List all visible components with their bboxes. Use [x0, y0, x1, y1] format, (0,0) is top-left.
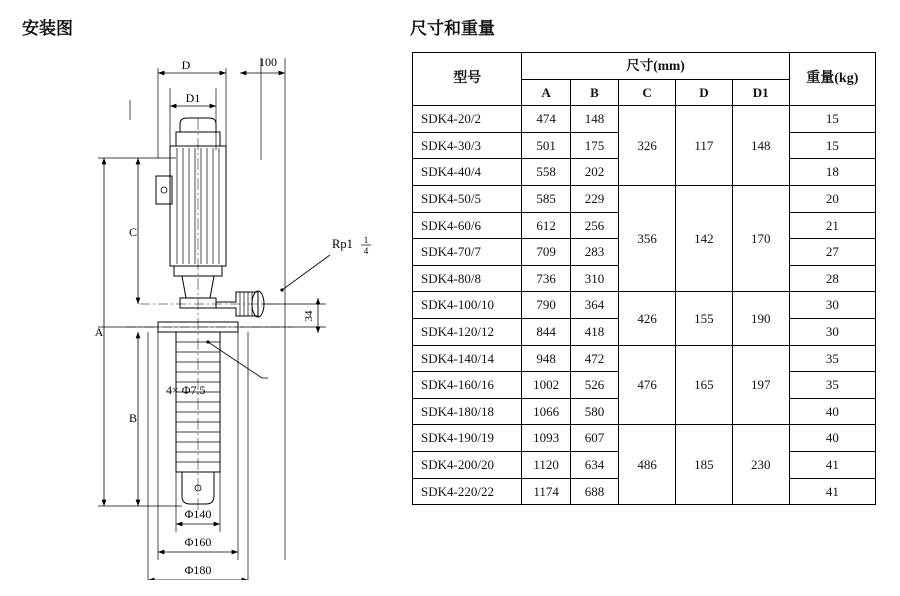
cell-model: SDK4-20/2 [413, 106, 522, 133]
installation-drawing-title: 安装图 [22, 19, 73, 38]
cell-a: 1174 [522, 478, 570, 505]
cell-d1: 230 [732, 425, 789, 505]
header-a: A [522, 79, 570, 106]
cell-b: 688 [570, 478, 618, 505]
cell-b: 148 [570, 106, 618, 133]
cell-model: SDK4-100/10 [413, 292, 522, 319]
cell-d: 117 [676, 106, 733, 186]
table-row [413, 185, 876, 212]
cell-d1: 197 [732, 345, 789, 425]
cell-b: 256 [570, 212, 618, 239]
cell-weight: 27 [789, 239, 875, 266]
table-header-row-1 [413, 53, 876, 80]
cell-b: 175 [570, 132, 618, 159]
dimensions-weight-table [412, 52, 876, 505]
dimensions-table-wrapper [412, 52, 876, 505]
cell-c: 356 [619, 185, 676, 291]
header-c: C [619, 79, 676, 106]
label-phi180: Φ180 [184, 563, 212, 577]
label-thread-frac-numerator: 1 [363, 235, 369, 245]
cell-c: 476 [619, 345, 676, 425]
cell-d: 165 [676, 345, 733, 425]
cell-d1: 148 [732, 106, 789, 186]
cell-model: SDK4-60/6 [413, 212, 522, 239]
cell-a: 585 [522, 185, 570, 212]
cell-model: SDK4-30/3 [413, 132, 522, 159]
cell-weight: 41 [789, 451, 875, 478]
table-body [413, 106, 876, 505]
cell-a: 736 [522, 265, 570, 292]
cell-model: SDK4-70/7 [413, 239, 522, 266]
header-d1: D1 [732, 79, 789, 106]
cell-a: 1002 [522, 372, 570, 399]
header-dims-group: 尺寸(mm) [522, 53, 789, 80]
cell-a: 501 [522, 132, 570, 159]
cell-b: 418 [570, 318, 618, 345]
cell-a: 558 [522, 159, 570, 186]
label-phi160: Φ160 [184, 535, 212, 549]
label-phi140: Φ140 [184, 507, 212, 521]
cell-weight: 18 [789, 159, 875, 186]
cell-a: 1066 [522, 398, 570, 425]
cell-d: 142 [676, 185, 733, 291]
cell-b: 364 [570, 292, 618, 319]
cell-c: 486 [619, 425, 676, 505]
cell-weight: 15 [789, 106, 875, 133]
cell-weight: 30 [789, 292, 875, 319]
cell-b: 202 [570, 159, 618, 186]
cell-weight: 35 [789, 345, 875, 372]
header-b: B [570, 79, 618, 106]
cell-weight: 20 [789, 185, 875, 212]
cell-b: 634 [570, 451, 618, 478]
cell-b: 580 [570, 398, 618, 425]
cell-model: SDK4-140/14 [413, 345, 522, 372]
label-thread: Rp1 [332, 237, 353, 251]
cell-model: SDK4-190/19 [413, 425, 522, 452]
cell-b: 607 [570, 425, 618, 452]
cell-b: 526 [570, 372, 618, 399]
cell-model: SDK4-120/12 [413, 318, 522, 345]
label-holes: 4× Φ7.5 [166, 383, 206, 397]
table-row [413, 345, 876, 372]
dimensions-weight-title: 尺寸和重量 [410, 19, 495, 38]
cell-model: SDK4-160/16 [413, 372, 522, 399]
label-C: C [128, 225, 138, 239]
label-A: A [94, 325, 104, 339]
header-d: D [676, 79, 733, 106]
header-model: 型号 [413, 53, 522, 106]
cell-weight: 30 [789, 318, 875, 345]
cell-a: 709 [522, 239, 570, 266]
cell-a: 948 [522, 345, 570, 372]
label-D1: D1 [185, 91, 201, 105]
header-weight: 重量(kg) [789, 53, 875, 106]
cell-d1: 170 [732, 185, 789, 291]
cell-weight: 35 [789, 372, 875, 399]
cell-c: 426 [619, 292, 676, 345]
cell-b: 310 [570, 265, 618, 292]
cell-model: SDK4-80/8 [413, 265, 522, 292]
label-thread-frac-denominator: 4 [363, 246, 369, 256]
label-D: D [181, 58, 191, 72]
cell-b: 472 [570, 345, 618, 372]
cell-model: SDK4-40/4 [413, 159, 522, 186]
cell-a: 474 [522, 106, 570, 133]
cell-model: SDK4-200/20 [413, 451, 522, 478]
table-row [413, 106, 876, 133]
cell-model: SDK4-50/5 [413, 185, 522, 212]
cell-model: SDK4-220/22 [413, 478, 522, 505]
table-row [413, 425, 876, 452]
cell-weight: 41 [789, 478, 875, 505]
cell-d: 155 [676, 292, 733, 345]
table-row [413, 292, 876, 319]
label-34: 34 [303, 310, 315, 322]
cell-weight: 15 [789, 132, 875, 159]
cell-c: 326 [619, 106, 676, 186]
cell-b: 229 [570, 185, 618, 212]
cell-weight: 40 [789, 425, 875, 452]
cell-d: 185 [676, 425, 733, 505]
label-100: 100 [259, 55, 277, 69]
cell-weight: 21 [789, 212, 875, 239]
cell-a: 612 [522, 212, 570, 239]
cell-a: 844 [522, 318, 570, 345]
label-B: B [128, 411, 138, 425]
pump-installation-drawing [30, 40, 390, 580]
cell-a: 790 [522, 292, 570, 319]
cell-weight: 28 [789, 265, 875, 292]
cell-d1: 190 [732, 292, 789, 345]
cell-model: SDK4-180/18 [413, 398, 522, 425]
cell-a: 1120 [522, 451, 570, 478]
cell-b: 283 [570, 239, 618, 266]
cell-a: 1093 [522, 425, 570, 452]
cell-weight: 40 [789, 398, 875, 425]
